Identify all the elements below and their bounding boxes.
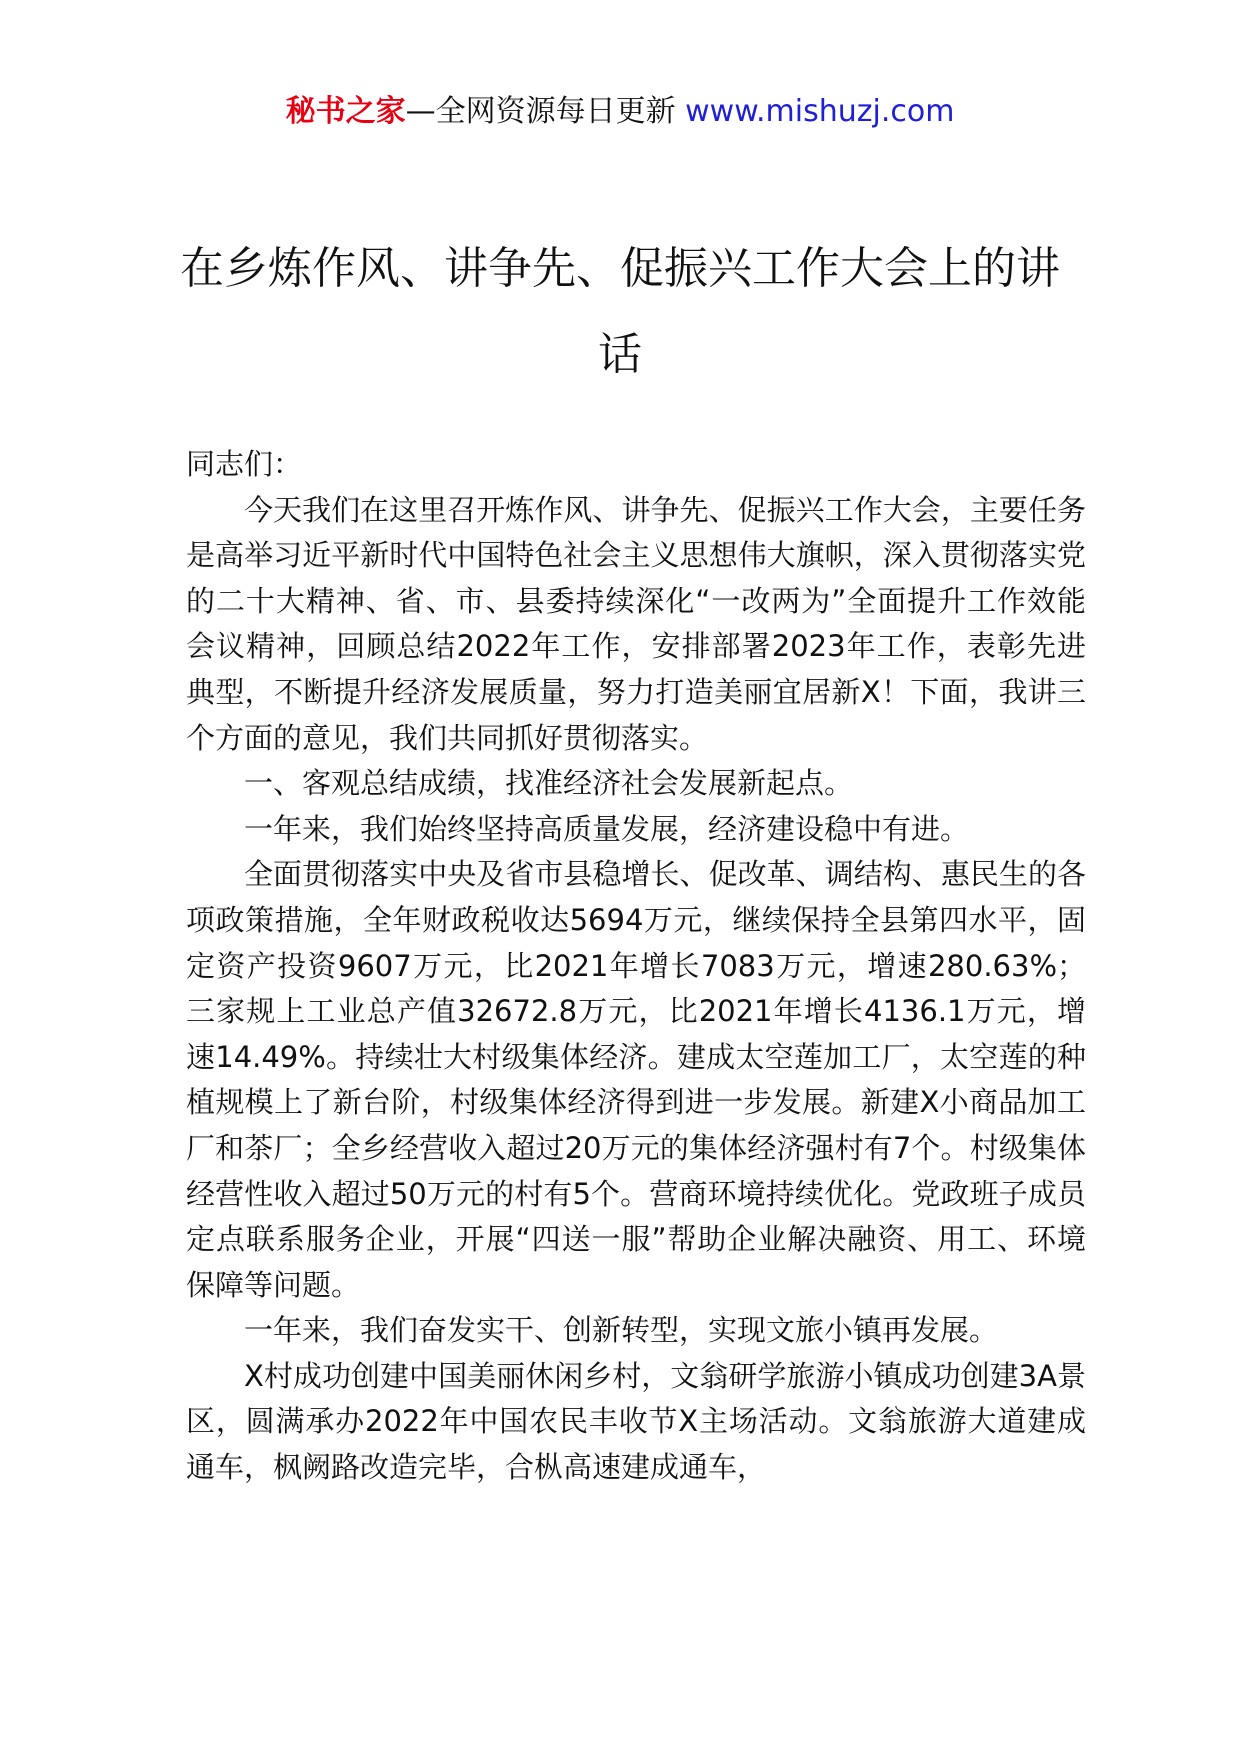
site-url-link[interactable]: www.mishuzj.com — [685, 94, 955, 129]
site-header — [0, 92, 1240, 132]
section-heading: 一、客观总结成绩，找准经济社会发展新起点。 — [244, 766, 854, 801]
document-title: 在乡炼作风、讲争先、促振兴工作大会上的讲话 — [180, 243, 1060, 380]
paragraph: 全面贯彻落实中央及省市县稳增长、促改革、调结构、惠民生的各项政策措施，全年财政税收达5694万元，继续保持全县第四水平，固定资产投资9607万元，比2021年增长7083万元，增速280.63%；三家规上工业总产值32672.8万元，比2021年增长4136.1万元，增速14.49%。持续壮大村级集体经济。建成太空莲加工厂，太空莲的种植规模上了新台阶，村级集体经济得到进一步发展。新建X小商品加工厂和茶厂；全乡经营收入超过20万元的集体经济强村有7个。村级集体经营性收入超过50万元的村有5个。营商环境持续优化。党政班子成员定点联系服务企业，开展“四送一服”帮助企业解决融资、用工、环境保障等问题。 — [186, 857, 1086, 1302]
paragraph: 一年来，我们始终坚持高质量发展，经济建设稳中有进。 — [244, 811, 970, 846]
site-slogan: —全网资源每日更新 — [405, 94, 686, 129]
salutation: 同志们： — [186, 447, 303, 481]
paragraph: 今天我们在这里召开炼作风、讲争先、促振兴工作大会，主要任务是高举习近平新时代中国特色社会主义思想伟大旗帜，深入贯彻落实党的二十大精神、省、市、县委持续深化“一改两为”全面提升工作效能会议精神，回顾总结2022年工作，安排部署2023年工作，表彰先进典型，不断提升经济发展质量，努力打造美丽宜居新X！下面，我讲三个方面的意见，我们共同抓好贯彻落实。 — [186, 492, 1086, 755]
paragraph: 一年来，我们奋发实干、创新转型，实现文旅小镇再发展。 — [244, 1313, 999, 1348]
site-brand: 秘书之家 — [285, 94, 406, 129]
paragraph: X村成功创建中国美丽休闲乡村，文翁研学旅游小镇成功创建3A景区，圆满承办2022年中国农民丰收节X主场活动。文翁旅游大道建成通车，枫阙路改造完毕，合枞高速建成通车， — [186, 1358, 1086, 1485]
document-body — [186, 442, 1086, 1491]
